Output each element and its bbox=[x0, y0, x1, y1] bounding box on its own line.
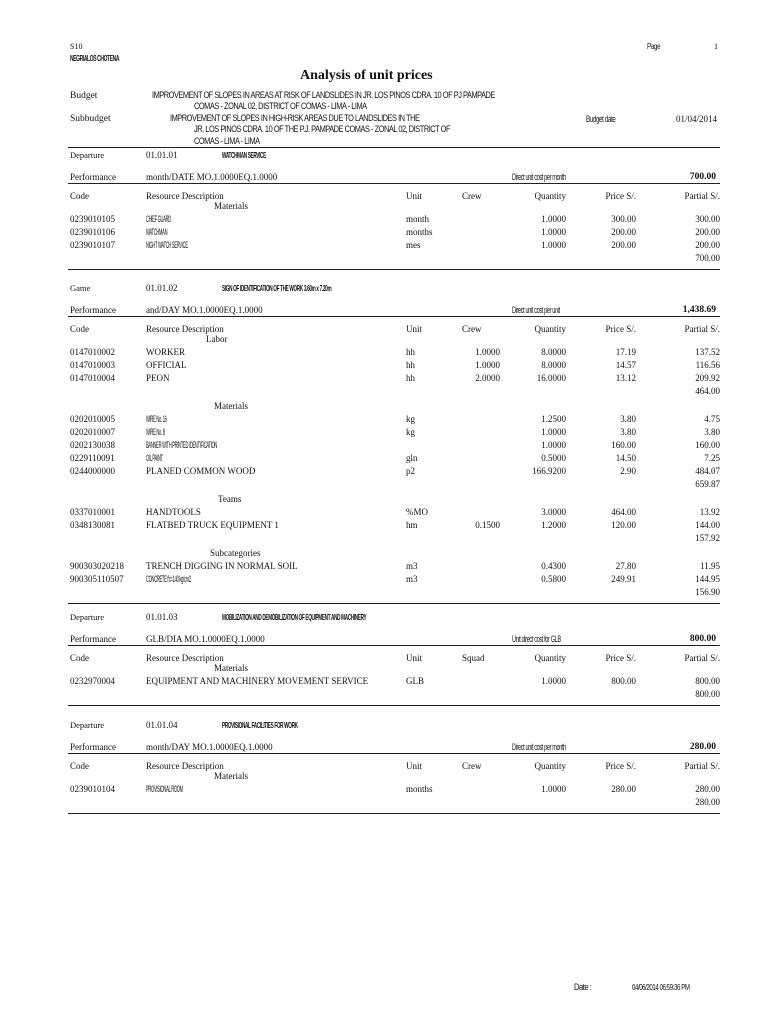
resource-description: TRENCH DIGGING IN NORMAL SOIL bbox=[146, 561, 298, 571]
column-header-row bbox=[0, 761, 768, 773]
resource-partial: 137.52 bbox=[695, 347, 720, 357]
subbudget-text-line1: IMPROVEMENT OF SLOPES IN HIGH-RISK AREAS DUE TO LANDSLIDES IN THE bbox=[170, 113, 420, 124]
resource-code: 900305110507 bbox=[70, 574, 124, 584]
resource-description: WIRE No. 8 bbox=[146, 427, 165, 437]
resource-price: 3.80 bbox=[620, 414, 636, 424]
resource-price: 200.00 bbox=[611, 227, 636, 237]
resource-unit: hh bbox=[406, 347, 415, 357]
col-header-price: Price S/. bbox=[605, 761, 636, 771]
departure-number: 01.01.04 bbox=[146, 720, 178, 730]
divider bbox=[68, 316, 720, 317]
resource-price: 280.00 bbox=[611, 784, 636, 794]
table-row bbox=[0, 240, 768, 252]
col-header-code: Code bbox=[70, 653, 89, 663]
col-header-quantity: Quantity bbox=[534, 653, 566, 663]
col-header-crew: Squad bbox=[462, 653, 485, 663]
resource-code: 0239010107 bbox=[70, 240, 115, 250]
resource-code: 0202010005 bbox=[70, 414, 115, 424]
resource-unit: GLB bbox=[406, 676, 424, 686]
table-row bbox=[0, 453, 768, 465]
resource-quantity: 166.9200 bbox=[532, 466, 566, 476]
resource-price: 14.57 bbox=[615, 360, 636, 370]
col-header-code: Code bbox=[70, 761, 89, 771]
resource-partial: 484.07 bbox=[695, 466, 720, 476]
budget-text-line2: COMAS - ZONAL 02, DISTRICT OF COMAS - LIMA - LIMA bbox=[194, 101, 367, 112]
performance-value: and/DAY MO.1.0000EQ.1.0000 bbox=[146, 305, 263, 315]
group-subtotal: 800.00 bbox=[695, 689, 720, 699]
category-label: Subcategories bbox=[210, 548, 261, 558]
resource-price: 13.12 bbox=[615, 373, 636, 383]
resource-unit: mes bbox=[406, 240, 421, 250]
divider bbox=[68, 813, 720, 814]
performance-value: month/DATE MO.1.0000EQ.1.0000 bbox=[146, 172, 278, 182]
resource-code: 0239010106 bbox=[70, 227, 115, 237]
resource-partial: 280.00 bbox=[695, 784, 720, 794]
group-subtotal: 464.00 bbox=[695, 386, 720, 396]
page-label: Page bbox=[647, 42, 661, 51]
group-subtotal: 659.87 bbox=[695, 479, 720, 489]
resource-description: HANDTOOLS bbox=[146, 507, 201, 517]
resource-code: 900303020218 bbox=[70, 561, 124, 571]
resource-quantity: 8.0000 bbox=[541, 360, 566, 370]
divider bbox=[68, 645, 720, 646]
col-header-description: Resource Description bbox=[146, 761, 224, 771]
resource-quantity: 8.0000 bbox=[541, 347, 566, 357]
budget-text-line1: IMPROVEMENT OF SLOPES IN AREAS AT RISK OF LANDSLIDES IN JR. LOS PINOS CDRA. 10 OF PJ PAMPADE bbox=[152, 90, 495, 101]
category-label: Labor bbox=[206, 334, 228, 344]
resource-partial: 11.95 bbox=[700, 561, 720, 571]
resource-partial: 7.25 bbox=[704, 453, 720, 463]
resource-quantity: 1.2500 bbox=[541, 414, 566, 424]
table-row bbox=[0, 676, 768, 688]
col-header-quantity: Quantity bbox=[534, 191, 566, 201]
resource-code: 0202010007 bbox=[70, 427, 115, 437]
table-row bbox=[0, 466, 768, 478]
resource-price: 27.80 bbox=[615, 561, 636, 571]
unit-cost: 700.00 bbox=[689, 172, 716, 182]
resource-unit: %MO bbox=[406, 507, 428, 517]
resource-quantity: 16.0000 bbox=[536, 373, 566, 383]
resource-description: WORKER bbox=[146, 347, 185, 357]
resource-unit: months bbox=[406, 227, 433, 237]
col-header-quantity: Quantity bbox=[534, 761, 566, 771]
resource-quantity: 1.0000 bbox=[541, 676, 566, 686]
divider bbox=[68, 753, 720, 754]
resource-unit: kg bbox=[406, 427, 415, 437]
resource-description: NIGHT WATCH SERVICE bbox=[146, 240, 188, 250]
resource-description: CONCRETE f'c=140 kg/cm2 bbox=[146, 574, 191, 584]
table-row bbox=[0, 574, 768, 586]
divider bbox=[68, 183, 720, 184]
resource-quantity: 1.0000 bbox=[541, 227, 566, 237]
resource-unit: kg bbox=[406, 414, 415, 424]
col-header-price: Price S/. bbox=[605, 653, 636, 663]
resource-quantity: 1.0000 bbox=[541, 440, 566, 450]
col-header-partial: Partial S/. bbox=[684, 653, 720, 663]
table-row bbox=[0, 507, 768, 519]
column-header-row bbox=[0, 324, 768, 336]
resource-code: 0337010001 bbox=[70, 507, 115, 517]
category-label: Materials bbox=[214, 201, 248, 211]
cost-label: Direct unit cost per month bbox=[512, 172, 566, 182]
resource-partial: 4.75 bbox=[704, 414, 720, 424]
resource-price: 2.90 bbox=[620, 466, 636, 476]
resource-price: 200.00 bbox=[611, 240, 636, 250]
resource-price: 249.91 bbox=[611, 574, 636, 584]
divider bbox=[68, 705, 720, 706]
table-row bbox=[0, 414, 768, 426]
departure-label: Departure bbox=[70, 720, 104, 730]
resource-partial: 200.00 bbox=[695, 227, 720, 237]
resource-unit: month bbox=[406, 214, 430, 224]
col-header-partial: Partial S/. bbox=[684, 191, 720, 201]
budget-date-label: Budget date bbox=[586, 114, 616, 124]
resource-code: 0348130081 bbox=[70, 520, 115, 530]
resource-partial: 13.92 bbox=[699, 507, 720, 517]
resource-unit: hh bbox=[406, 360, 415, 370]
resource-partial: 300.00 bbox=[695, 214, 720, 224]
report-code: S10 bbox=[70, 42, 83, 51]
resource-quantity: 0.5800 bbox=[541, 574, 566, 584]
resource-description: OFFICIAL bbox=[146, 360, 187, 370]
performance-label: Performance bbox=[70, 634, 116, 644]
col-header-description: Resource Description bbox=[146, 653, 224, 663]
resource-partial: 209.92 bbox=[695, 373, 720, 383]
cost-label: Direct unit cost per month bbox=[512, 742, 566, 752]
group-subtotal: 157.92 bbox=[695, 533, 720, 543]
cost-label: Direct unit cost per unit bbox=[512, 305, 560, 315]
subbudget-label: Subbudget bbox=[70, 114, 111, 124]
category-label: Materials bbox=[214, 401, 248, 411]
col-header-unit: Unit bbox=[406, 191, 423, 201]
departure-number: 01.01.01 bbox=[146, 150, 178, 160]
category-label: Materials bbox=[214, 663, 248, 673]
col-header-quantity: Quantity bbox=[534, 324, 566, 334]
departure-label: Departure bbox=[70, 612, 104, 622]
table-row bbox=[0, 427, 768, 439]
resource-code: 0244000000 bbox=[70, 466, 115, 476]
resource-price: 160.00 bbox=[611, 440, 636, 450]
resource-price: 800.00 bbox=[611, 676, 636, 686]
column-header-row bbox=[0, 191, 768, 203]
table-row bbox=[0, 561, 768, 573]
resource-code: 0239010104 bbox=[70, 784, 115, 794]
resource-quantity: 0.5000 bbox=[541, 453, 566, 463]
resource-unit: hm bbox=[406, 520, 418, 530]
col-header-unit: Unit bbox=[406, 761, 423, 771]
divider bbox=[68, 147, 720, 148]
resource-description: WATCHMAN bbox=[146, 227, 168, 237]
unit-cost: 800.00 bbox=[689, 634, 716, 644]
table-row bbox=[0, 214, 768, 226]
divider bbox=[68, 269, 720, 270]
resource-partial: 160.00 bbox=[695, 440, 720, 450]
resource-price: 3.80 bbox=[620, 427, 636, 437]
resource-code: 0229110091 bbox=[70, 453, 115, 463]
footer-date-value: 04/06/2014 06:59:36 PM bbox=[632, 982, 690, 992]
col-header-partial: Partial S/. bbox=[684, 761, 720, 771]
category-label: Teams bbox=[218, 494, 242, 504]
resource-description: EQUIPMENT AND MACHINERY MOVEMENT SERVICE bbox=[146, 676, 369, 686]
budget-label: Budget bbox=[70, 91, 98, 101]
cost-label: Unit direct cost for GLB bbox=[512, 634, 561, 644]
col-header-crew: Crew bbox=[462, 191, 482, 201]
col-header-code: Code bbox=[70, 191, 89, 201]
departure-number: 01.01.03 bbox=[146, 612, 178, 622]
resource-crew: 0.1500 bbox=[475, 520, 500, 530]
resource-price: 120.00 bbox=[611, 520, 636, 530]
table-row bbox=[0, 227, 768, 239]
resource-partial: 116.56 bbox=[695, 360, 720, 370]
budget-date: 01/04/2014 bbox=[676, 114, 718, 124]
resource-description: WIRE No. 16 bbox=[146, 414, 167, 424]
resource-code: 0147010003 bbox=[70, 360, 115, 370]
resource-unit: hh bbox=[406, 373, 415, 383]
departure-name: SIGN OF IDENTIFICATION OF THE WORK 3.60m x 7.20m bbox=[222, 283, 332, 293]
resource-price: 17.19 bbox=[615, 347, 636, 357]
resource-quantity: 1.0000 bbox=[541, 784, 566, 794]
resource-partial: 200.00 bbox=[695, 240, 720, 250]
performance-label: Performance bbox=[70, 305, 116, 315]
table-row bbox=[0, 440, 768, 452]
col-header-price: Price S/. bbox=[605, 324, 636, 334]
performance-label: Performance bbox=[70, 742, 116, 752]
resource-code: 0232970004 bbox=[70, 676, 115, 686]
resource-crew: 1.0000 bbox=[475, 347, 500, 357]
performance-label: Performance bbox=[70, 172, 116, 182]
departure-name: WATCHMAN SERVICE bbox=[222, 150, 266, 160]
resource-code: 0147010002 bbox=[70, 347, 115, 357]
col-header-description: Resource Description bbox=[146, 324, 224, 334]
col-header-code: Code bbox=[70, 324, 89, 334]
departure-name: PROVISIONAL FACILITIES FOR WORK bbox=[222, 720, 298, 730]
performance-value: GLB/DIA MO.1.0000EQ.1.0000 bbox=[146, 634, 265, 644]
footer-date-label: Date : bbox=[574, 982, 592, 992]
resource-partial: 144.00 bbox=[695, 520, 720, 530]
group-subtotal: 280.00 bbox=[695, 797, 720, 807]
column-header-row bbox=[0, 653, 768, 665]
resource-quantity: 3.0000 bbox=[541, 507, 566, 517]
table-row bbox=[0, 520, 768, 532]
divider bbox=[68, 603, 720, 604]
resource-description: PROVISIONAL ROOM bbox=[146, 784, 183, 794]
page-title: Analysis of unit prices bbox=[300, 68, 433, 83]
resource-crew: 1.0000 bbox=[475, 360, 500, 370]
departure-name: MOBILIZATION AND DEMOBILIZATION OF EQUIPMENT AND MACHINERY bbox=[222, 612, 367, 622]
subbudget-text-line2: JR. LOS PINOS CDRA. 10 OF THE P.J. PAMPADE COMAS - ZONAL 02, DISTRICT OF bbox=[194, 124, 451, 135]
col-header-price: Price S/. bbox=[605, 191, 636, 201]
group-subtotal: 156.90 bbox=[695, 587, 720, 597]
resource-crew: 2.0000 bbox=[475, 373, 500, 383]
col-header-partial: Partial S/. bbox=[684, 324, 720, 334]
performance-value: month/DAY MO.1.0000EQ.1.0000 bbox=[146, 742, 273, 752]
col-header-crew: Crew bbox=[462, 324, 482, 334]
resource-code: 0239010105 bbox=[70, 214, 115, 224]
resource-code: 0147010004 bbox=[70, 373, 115, 383]
resource-quantity: 1.0000 bbox=[541, 214, 566, 224]
resource-description: PLANED COMMON WOOD bbox=[146, 466, 256, 476]
category-label: Materials bbox=[214, 771, 248, 781]
table-row bbox=[0, 373, 768, 385]
unit-cost: 1,438.69 bbox=[682, 305, 716, 315]
resource-price: 14.50 bbox=[615, 453, 636, 463]
resource-price: 300.00 bbox=[611, 214, 636, 224]
resource-unit: m3 bbox=[406, 561, 418, 571]
resource-quantity: 1.0000 bbox=[541, 427, 566, 437]
company-name: NEGRIALOS CHOTENA bbox=[70, 54, 120, 63]
resource-code: 0202130038 bbox=[70, 440, 115, 450]
table-row bbox=[0, 360, 768, 372]
departure-label: Game bbox=[70, 283, 91, 293]
resource-partial: 800.00 bbox=[695, 676, 720, 686]
col-header-crew: Crew bbox=[462, 761, 482, 771]
resource-unit: m3 bbox=[406, 574, 418, 584]
resource-unit: p2 bbox=[406, 466, 415, 476]
resource-description: FLATBED TRUCK EQUIPMENT 1 bbox=[146, 520, 279, 530]
resource-unit: gln bbox=[406, 453, 418, 463]
resource-unit: months bbox=[406, 784, 433, 794]
resource-quantity: 1.2000 bbox=[541, 520, 566, 530]
departure-number: 01.01.02 bbox=[146, 283, 178, 293]
resource-quantity: 0.4300 bbox=[541, 561, 566, 571]
col-header-description: Resource Description bbox=[146, 191, 224, 201]
departure-label: Departure bbox=[70, 150, 104, 160]
table-row bbox=[0, 347, 768, 359]
resource-description: OIL PAINT bbox=[146, 453, 163, 463]
resource-description: PEON bbox=[146, 373, 170, 383]
page-number: 1 bbox=[714, 42, 718, 51]
resource-partial: 144.95 bbox=[695, 574, 720, 584]
group-subtotal: 700.00 bbox=[695, 253, 720, 263]
resource-description: BANNER WITH PRINTED IDENTIFICATION bbox=[146, 440, 218, 450]
resource-partial: 3.80 bbox=[704, 427, 720, 437]
col-header-unit: Unit bbox=[406, 653, 423, 663]
resource-quantity: 1.0000 bbox=[541, 240, 566, 250]
resource-description: CHIEF GUARD bbox=[146, 214, 171, 224]
col-header-unit: Unit bbox=[406, 324, 423, 334]
unit-cost: 280.00 bbox=[689, 742, 716, 752]
subbudget-text-line3: COMAS - LIMA - LIMA bbox=[194, 136, 260, 147]
table-row bbox=[0, 784, 768, 796]
resource-price: 464.00 bbox=[611, 507, 636, 517]
